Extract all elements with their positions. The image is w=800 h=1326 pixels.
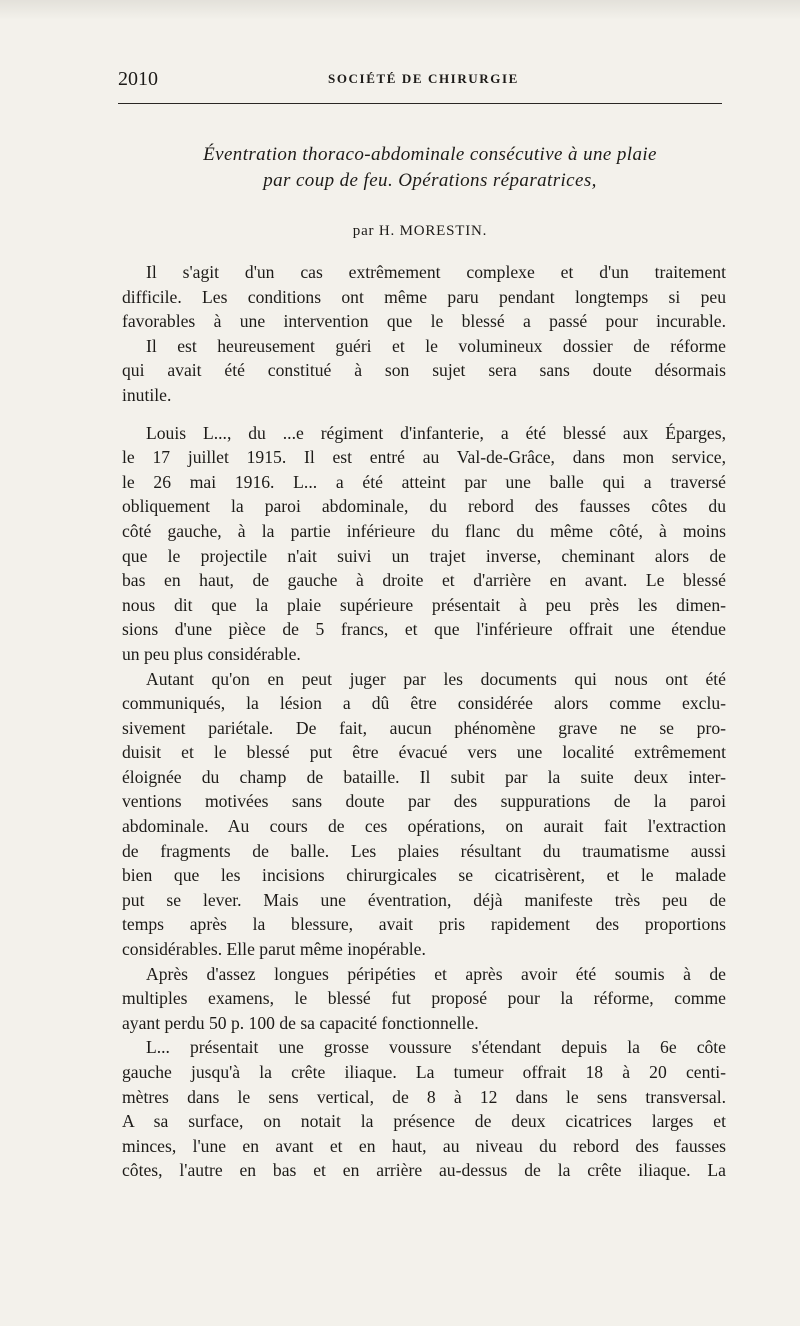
body-line: gauche jusqu'à la crête iliaque. La tumeur offrait 18 à 20 centi- bbox=[122, 1062, 726, 1082]
body-line: considérables. Elle parut même inopérable. bbox=[122, 939, 426, 960]
body-line: que le projectile n'ait suivi un trajet inverse, cheminant alors de bbox=[122, 545, 726, 566]
body-line: le 17 juillet 1915. Il est entré au Val-de-Grâce, dans mon service, bbox=[122, 447, 726, 468]
body-line: temps après la blessure, avait pris rapidement des proportions bbox=[122, 914, 726, 935]
body-line: favorables à une intervention que le blessé a passé pour incurable. bbox=[122, 311, 726, 332]
body-line: duisit et le blessé put être évacué vers une localité extrêmement bbox=[122, 742, 726, 763]
body-line: Il s'agit d'un cas extrêmement complexe et d'un traitement bbox=[146, 262, 726, 282]
body-line: L... présentait une grosse voussure s'étendant depuis la 6e côte bbox=[146, 1037, 726, 1058]
article-body bbox=[122, 260, 726, 1183]
body-line: Il est heureusement guéri et le volumineux dossier de réforme bbox=[146, 335, 726, 356]
body-line: abdominale. Au cours de ces opérations, on aurait fait l'extraction bbox=[122, 816, 726, 837]
article-title-line-2: par coup de feu. Opérations réparatrices, bbox=[263, 170, 597, 191]
body-line: nous dit que la plaie supérieure présentait à peu près les dimen- bbox=[122, 594, 726, 615]
body-line: le 26 mai 1916. L... a été atteint par une balle qui a traversé bbox=[122, 471, 726, 492]
body-line: ventions motivées sans doute par des suppurations de la paroi bbox=[122, 791, 726, 812]
body-line: bien que les incisions chirurgicales se cicatrisèrent, et le malade bbox=[122, 865, 726, 886]
body-line: multiples examens, le blessé fut proposé pour la réforme, comme bbox=[122, 988, 726, 1009]
body-line: côtes, l'autre en bas et en arrière au-dessus de la crête iliaque. La bbox=[122, 1160, 726, 1181]
running-header bbox=[118, 66, 722, 96]
body-line: un peu plus considérable. bbox=[122, 643, 301, 664]
body-line: inutile. bbox=[122, 384, 172, 405]
body-line: Autant qu'on en peut juger par les documents qui nous ont été bbox=[146, 668, 726, 689]
body-line: obliquement la paroi abdominale, du rebord des fausses côtes du bbox=[122, 496, 726, 517]
header-rule bbox=[118, 103, 722, 104]
body-line: de fragments de balle. Les plaies résultant du traumatisme aussi bbox=[122, 840, 726, 861]
body-line: ayant perdu 50 p. 100 de sa capacité fonctionnelle. bbox=[122, 1012, 479, 1033]
body-line: Après d'assez longues péripéties et après avoir été soumis à de bbox=[146, 963, 726, 984]
body-line: A sa surface, on notait la présence de deux cicatrices larges et bbox=[122, 1111, 726, 1132]
body-line: mètres dans le sens vertical, de 8 à 12 dans le sens transversal. bbox=[122, 1086, 726, 1107]
body-line: communiqués, la lésion a dû être considérée alors comme exclu- bbox=[122, 693, 726, 714]
body-line: Louis L..., du ...e régiment d'infanterie, a été blessé aux Éparges, bbox=[146, 422, 726, 443]
page-number: 2010 bbox=[118, 68, 158, 90]
body-line: bas en haut, de gauche à droite et d'arrière en avant. Le blessé bbox=[122, 570, 726, 591]
article-title bbox=[118, 142, 722, 194]
body-line: qui avait été constitué à son sujet sera sans doute désormais bbox=[122, 360, 726, 381]
article-title-line-1: Éventration thoraco-abdominale consécutive à une plaie bbox=[203, 144, 657, 165]
scan-edge-shading bbox=[0, 0, 800, 20]
body-line: put se lever. Mais une éventration, déjà manifeste très peu de bbox=[122, 889, 726, 910]
body-line: difficile. Les conditions ont même paru pendant longtemps si peu bbox=[122, 286, 726, 307]
author-byline: par H. MORESTIN. bbox=[352, 223, 488, 239]
running-title: SOCIÉTÉ DE CHIRURGIE bbox=[328, 71, 519, 86]
paragraph-gap bbox=[122, 408, 726, 421]
body-line: éloignée du champ de bataille. Il subit par la suite deux inter- bbox=[122, 766, 726, 787]
body-line: sivement pariétale. De fait, aucun phénomène grave ne se pro- bbox=[122, 717, 726, 738]
body-line: minces, l'une en avant et en haut, au niveau du rebord des fausses bbox=[122, 1135, 726, 1156]
body-line: côté gauche, à la partie inférieure du flanc du même côté, à moins bbox=[122, 520, 726, 541]
body-line: sions d'une pièce de 5 francs, et que l'inférieure offrait une étendue bbox=[122, 619, 726, 640]
